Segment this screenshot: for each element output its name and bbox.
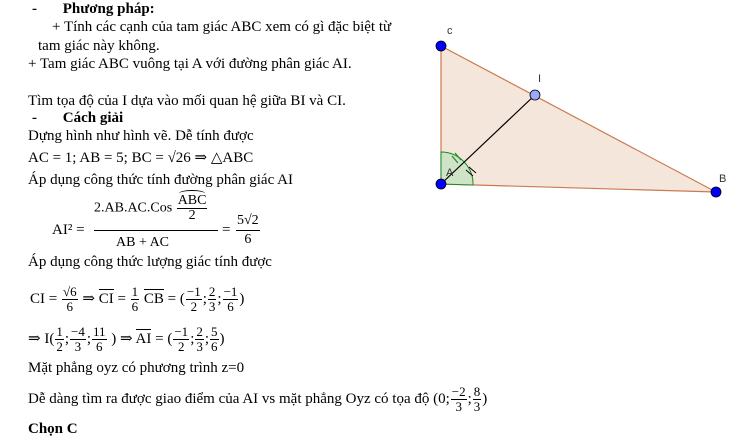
method-heading: - Phương pháp:: [32, 1, 155, 17]
ai-lhs: AI² =: [52, 222, 85, 238]
ai-numerator: 2.AB.AC.Cos $\frac{\text{ABC}}{2}$: [94, 193, 207, 223]
point-a[interactable]: [436, 179, 446, 189]
ai-fraction-bar: [94, 230, 218, 231]
ai-denominator: AB + AC: [116, 235, 170, 250]
solution-heading: - Cách giải: [32, 110, 124, 126]
label-a: A: [446, 167, 454, 179]
sides-equation: AC = 1; AB = 5; BC = √26 ⇒ △ABC: [28, 150, 254, 166]
angle-abc: ABC: [177, 193, 207, 208]
method-line-4: Tìm tọa độ của I dựa vào mối quan hệ giữa BI và CI.: [28, 93, 346, 109]
method-line-1: + Tính các cạnh của tam giác ABC xem có gì đặc biệt từ: [52, 19, 392, 35]
point-b[interactable]: [711, 187, 721, 197]
label-c: c: [447, 25, 453, 37]
intersection-line: Dễ dàng tìm ra được giao điểm của AI vs mặt phẳng Oyz có tọa độ (0; $\frac{-2}{3}$ ; $\frac{8}{3}$ ): [28, 384, 488, 415]
ai-equals: =: [222, 222, 231, 238]
method-line-3: + Tam giác ABC vuông tại A với đường phân giác AI.: [28, 56, 352, 72]
solution-line-3: Áp dụng công thức lượng giác tính được: [28, 254, 272, 270]
triangle-abc: [441, 46, 716, 192]
solution-line-2: Áp dụng công thức tính đường phân giác AI: [28, 172, 293, 188]
i-coordinates: ⇒ I( $\frac{1}{2}$ ; $\frac{-4}{3}$ ; $\frac{11}{6}$ ) ⇒ AI = ( $\frac{-1}{2}$ ; $\frac{2}{3}$ ; $\frac{5}{6}$ ): [28, 324, 225, 355]
label-i: I: [538, 73, 542, 85]
plane-equation: Mặt phẳng oyz có phương trình z=0: [28, 360, 245, 376]
ai-result: $\frac{5√2}{6}$: [237, 213, 259, 247]
point-i[interactable]: [530, 90, 540, 100]
ci-equation: CI = $\frac{√6}{6}$ ⇒ CI = $\frac{1}{6}$ CB = ( $\frac{-1}{2}$ ; $\frac{2}{3}$ ; $\frac{-1}{6}$ ): [30, 284, 245, 315]
method-line-2: tam giác này không.: [38, 38, 160, 54]
solution-line-1: Dựng hình như hình vẽ. Dễ tính được: [28, 128, 254, 144]
label-b: B: [719, 173, 727, 185]
point-c[interactable]: [436, 41, 446, 51]
answer: Chọn C: [28, 421, 78, 437]
